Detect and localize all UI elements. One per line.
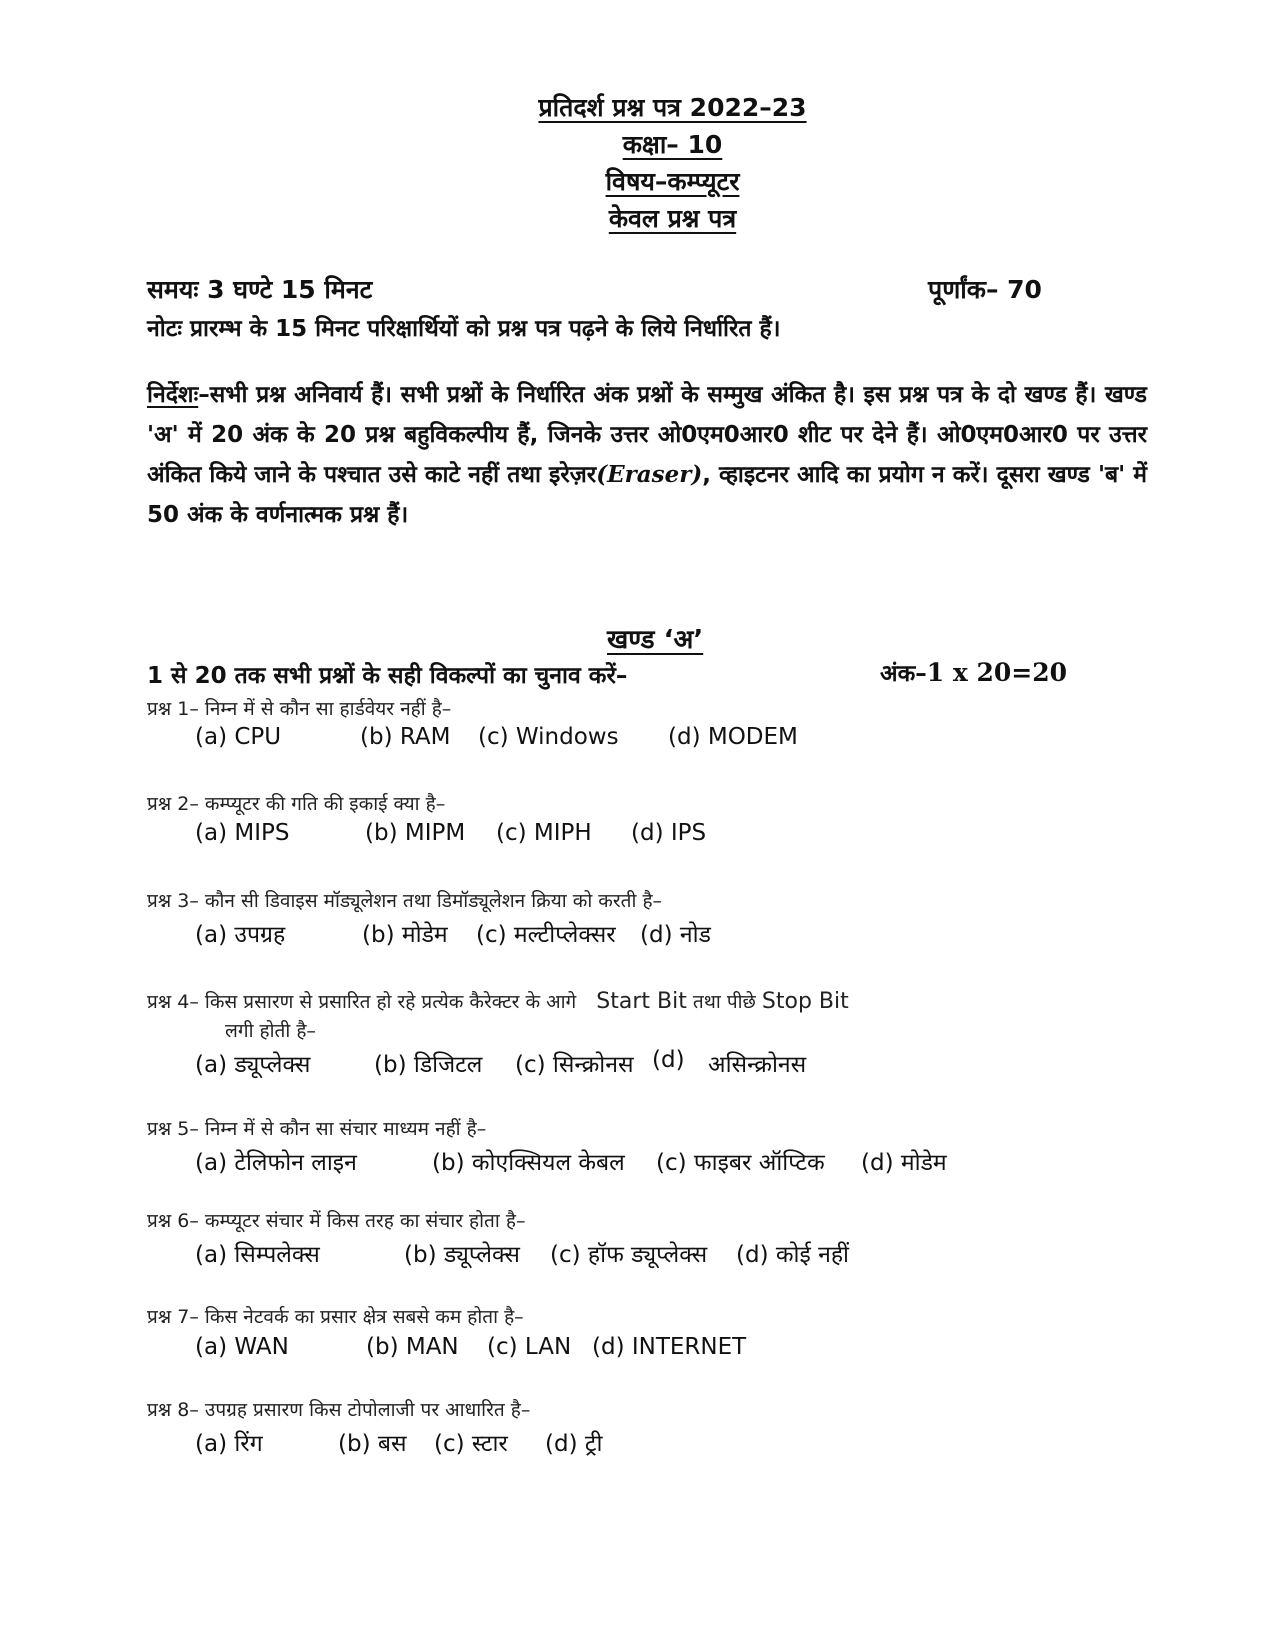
option-a: (a) MIPS	[195, 820, 290, 846]
option-d: (d) INTERNET	[592, 1334, 747, 1360]
option-b: (b) ड्यूप्लेक्स	[404, 1242, 520, 1268]
option-c: (c) स्टार	[434, 1431, 508, 1457]
instructions-text-2: , व्हाइटनर आदि का प्रयोग न करें। दूसरा खण्ड 'ब' में 50 अंक के वर्णनात्मक प्रश्न हैं।	[147, 462, 1147, 528]
question-4-text-hi: प्रश्न 4– किस प्रसारण से प्रसारित हो रहे प्रत्येक कैरेक्टर के आगे	[147, 991, 577, 1013]
paper-type-label: केवल प्रश्न पत्र	[608, 204, 737, 233]
section-marks-label: अंक–	[880, 661, 927, 687]
section-marks	[880, 656, 1067, 688]
option-b: (b) मोडेम	[362, 922, 448, 948]
option-d: (d) नोड	[640, 922, 711, 948]
stop-bit-term: Stop Bit	[761, 989, 849, 1014]
option-d: (d) MODEM	[668, 724, 798, 750]
question-1-text: प्रश्न 1– निम्न में से कौन सा हार्डवेयर नहीं है–	[147, 698, 452, 720]
option-a: (a) WAN	[195, 1334, 289, 1360]
question-5-text: प्रश्न 5– निम्न में से कौन सा संचार माध्यम नहीं है–	[147, 1118, 487, 1140]
option-c: (c) फाइबर ऑप्टिक	[656, 1150, 825, 1176]
option-c: (c) MIPH	[496, 820, 592, 846]
note-text: नोटः प्रारम्भ के 15 मिनट परिक्षार्थियों को प्रश्न पत्र पढ़ने के लिये निर्धारित हैं।	[147, 316, 781, 342]
option-c: (c) हॉफ ड्यूप्लेक्स	[550, 1242, 708, 1268]
question-6-options	[0, 1237, 1275, 1267]
question-4-text-line2: लगी होती है–	[225, 1020, 316, 1042]
question-2-text: प्रश्न 2– कम्प्यूटर की गति की इकाई क्या है–	[147, 793, 446, 815]
question-3-options	[0, 917, 1275, 947]
start-bit-term: Start Bit	[596, 989, 687, 1014]
paper-title: प्रतिदर्श प्रश्न पत्र 2022–23	[538, 93, 807, 122]
subject-label: विषय–कम्प्यूटर	[605, 167, 740, 196]
option-a: (a) उपग्रह	[195, 922, 286, 948]
option-b: (b) MIPM	[365, 820, 466, 846]
option-c: (c) सिन्क्रोनस	[515, 1052, 634, 1078]
option-d: (d) मोडेम	[861, 1150, 947, 1176]
question-2-options	[0, 820, 1275, 850]
option-d: (d) कोई नहीं	[736, 1242, 850, 1268]
question-7-options	[0, 1334, 1275, 1364]
class-label: कक्षा– 10	[622, 130, 723, 159]
option-a: (a) CPU	[195, 724, 282, 750]
option-b: (b) RAM	[360, 724, 451, 750]
instructions-label: निर्देशः	[147, 382, 199, 408]
option-b: (b) बस	[338, 1431, 407, 1457]
question-8-options	[0, 1426, 1275, 1456]
option-a: (a) रिंग	[195, 1431, 263, 1457]
full-marks-label: पूर्णांक– 70	[928, 275, 1042, 304]
option-b: (b) MAN	[366, 1334, 459, 1360]
eraser-term: (Eraser)	[596, 461, 703, 488]
section-marks-value: 1 x 20=20	[926, 658, 1067, 687]
question-5-options	[0, 1145, 1275, 1175]
option-b: (b) कोएक्सियल केबल	[432, 1150, 625, 1176]
time-label: समयः 3 घण्टे 15 मिनट	[147, 275, 373, 304]
question-4-options	[0, 1047, 1275, 1077]
option-d: (d)	[652, 1047, 685, 1073]
question-3-text: प्रश्न 3– कौन सी डिवाइस मॉड्यूलेशन तथा डिमॉड्यूलेशन क्रिया को करती है–	[147, 890, 663, 912]
option-d-text: असिन्क्रोनस	[708, 1052, 807, 1078]
option-d: (d) ट्री	[545, 1431, 603, 1457]
option-a: (a) टेलिफोन लाइन	[195, 1150, 357, 1176]
question-7-text: प्रश्न 7– किस नेटवर्क का प्रसार क्षेत्र सबसे कम होता है–	[147, 1306, 524, 1328]
option-c: (c) मल्टीप्लेक्सर	[476, 922, 616, 948]
instructions-paragraph	[147, 376, 1147, 535]
question-6-text: प्रश्न 6– कम्प्यूटर संचार में किस तरह का संचार होता है–	[147, 1210, 526, 1232]
option-c: (c) Windows	[478, 724, 619, 750]
option-c: (c) LAN	[487, 1334, 572, 1360]
question-4-text	[147, 988, 849, 1014]
option-a: (a) ड्यूप्लेक्स	[195, 1052, 311, 1078]
question-1-options	[0, 724, 1275, 754]
instructions-text-1: –सभी प्रश्न अनिवार्य हैं। सभी प्रश्नों के निर्धारित अंक प्रश्नों के सम्मुख अंकित है। इस प्रश्न पत्र के दो खण्ड हैं। खण्ड 'अ' में 20 अंक के 20 प्रश्न बहुविकल्पीय हैं, जिनके उत्तर ओ0एम0आर0 शीट पर देने हैं। ओ0एम0आर0 पर उत्तर अंकित किये जाने के पश्चात उसे काटे नहीं तथा इरेज़र	[147, 382, 1147, 488]
option-a: (a) सिम्पलेक्स	[195, 1242, 320, 1268]
section-instruction: 1 से 20 तक सभी प्रश्नों के सही विकल्पों का चुनाव करें–	[147, 663, 628, 689]
option-b: (b) डिजिटल	[374, 1052, 483, 1078]
question-4-text-mid: तथा पीछे	[692, 991, 756, 1013]
question-8-text: प्रश्न 8– उपग्रह प्रसारण किस टोपोलाजी पर आधारित है–	[147, 1399, 531, 1421]
section-title: खण्ड ‘अ’	[607, 625, 704, 655]
option-d: (d) IPS	[631, 820, 707, 846]
